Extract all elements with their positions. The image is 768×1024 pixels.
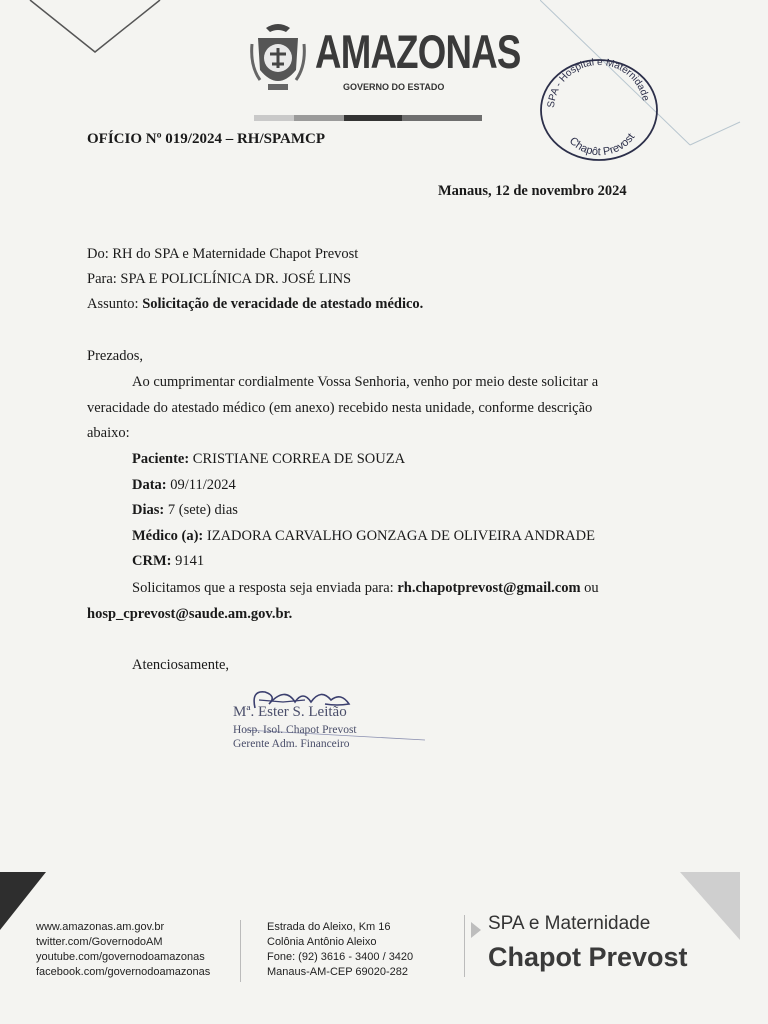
reply-email-2: hosp_cprevost@saude.am.gov.br.	[87, 606, 293, 622]
body-line-1: Ao cumprimentar cordialmente Vossa Senhoria, venho por meio deste solicitar a	[132, 374, 599, 390]
footer-address	[267, 920, 413, 980]
closing: Atenciosamente,	[132, 657, 230, 673]
reply-or: ou	[584, 580, 599, 596]
to-value: SPA E POLICLÍNICA DR. JOSÉ LINS	[120, 271, 352, 287]
reply-email-1: rh.chapotprevost@gmail.com	[397, 580, 581, 596]
days-label: Dias:	[132, 502, 165, 518]
body-line-2: veracidade do atestado médico (em anexo) recebido nesta unidade, conforme descrição	[87, 400, 593, 416]
letter-date: Manaus, 12 de novembro 2024	[438, 183, 627, 199]
signature-role: Gerente Adm. Financeiro	[233, 738, 350, 750]
date-line	[132, 477, 236, 494]
footer-link-twitter[interactable]: twitter.com/GovernodoAM	[36, 936, 163, 948]
greeting: Prezados,	[87, 348, 143, 364]
letter-reference: OFÍCIO Nº 019/2024 – RH/SPAMCP	[87, 131, 326, 147]
crm-line	[132, 553, 204, 570]
footer-link-facebook[interactable]: facebook.com/governodoamazonas	[36, 966, 211, 978]
address-line-4: Manaus-AM-CEP 69020-282	[267, 966, 409, 978]
signature-institution: Hosp. Isol. Chapot Prevost	[233, 724, 357, 736]
footer-divider-2	[464, 915, 465, 977]
svg-text:SPA - Hospital e Maternidade: SPA - Hospital e Maternidade	[545, 56, 652, 109]
address-line-3: Fone: (92) 3616 - 3400 / 3420	[267, 951, 414, 963]
brand-subtitle: GOVERNO DO ESTADO	[343, 82, 445, 92]
footer-brand-line-1: SPA e Maternidade	[488, 913, 651, 934]
from-label: Do:	[87, 246, 109, 262]
days-line	[132, 502, 238, 519]
signature-name: Mª. Ester S. Leitão	[233, 704, 347, 720]
subject-line	[87, 296, 423, 313]
footer-divider	[240, 920, 241, 982]
subject-label: Assunto:	[87, 296, 139, 312]
footer-link-youtube[interactable]: youtube.com/governodoamazonas	[36, 951, 205, 963]
patient-line	[132, 451, 405, 468]
footer-links	[36, 920, 210, 980]
address-line-1: Estrada do Aleixo, Km 16	[267, 921, 391, 933]
crm-value: 9141	[175, 553, 205, 569]
chevron-right-icon	[471, 922, 481, 938]
patient-label: Paciente:	[132, 451, 190, 467]
to-line	[87, 271, 351, 288]
date-value: 09/11/2024	[170, 477, 236, 493]
subject-value: Solicitação de veracidade de atestado médico.	[142, 296, 424, 312]
doctor-line	[132, 528, 595, 545]
institution-stamp	[536, 52, 662, 162]
reply-line	[132, 580, 599, 597]
footer-decor-right	[680, 872, 740, 942]
body-line-3: abaixo:	[87, 425, 130, 441]
reply-text: Solicitamos que a resposta seja enviada para:	[132, 580, 394, 596]
address-line-2: Colônia Antônio Aleixo	[267, 936, 377, 948]
patient-value: CRISTIANE CORREA DE SOUZA	[192, 451, 406, 467]
paper-fold-mark	[0, 0, 200, 60]
doctor-label: Médico (a):	[132, 528, 204, 544]
brand-color-bar	[254, 115, 482, 121]
footer-brand-line-2: Chapot Prevost	[488, 942, 688, 972]
from-line	[87, 246, 358, 263]
to-label: Para:	[87, 271, 117, 287]
state-crest-icon	[248, 22, 308, 98]
from-value: RH do SPA e Maternidade Chapot Prevost	[112, 246, 359, 262]
svg-text:Chapôt Prevost: Chapôt Prevost	[566, 131, 638, 159]
crm-label: CRM:	[132, 553, 172, 569]
brand-title: AMAZONAS	[315, 25, 521, 78]
date-label: Data:	[132, 477, 167, 493]
days-value: 7 (sete) dias	[167, 502, 238, 518]
footer-link-website[interactable]: www.amazonas.am.gov.br	[36, 921, 165, 933]
doctor-value: IZADORA CARVALHO GONZAGA DE OLIVEIRA ANDRADE	[206, 528, 595, 544]
